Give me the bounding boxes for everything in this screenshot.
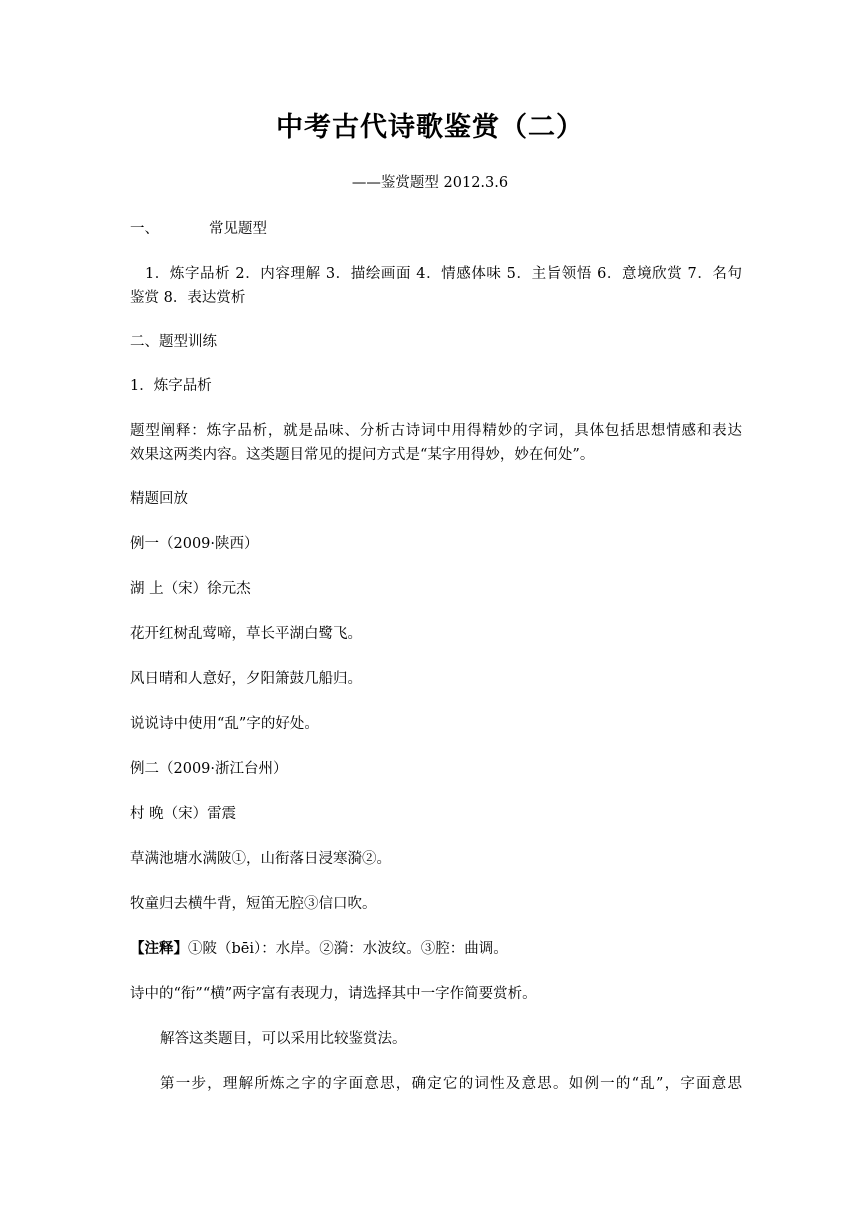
example-1-question: 说说诗中使用“乱”字的好处。 (130, 716, 319, 732)
example-2-poem-line-2: 牧童归去横牛背，短笛无腔③信口吹。 (130, 896, 377, 912)
example-2-poem-title: 村 晚（宋）雷震 (130, 806, 237, 822)
step-1-text: 第一步，理解所炼之字的字面意思，确定它的词性及意思。如例一的“乱”，字面意思 (160, 1076, 742, 1092)
document-title: 中考古代诗歌鉴赏（二） (276, 112, 584, 143)
example-2-note (130, 938, 742, 960)
question-types-line-1: 1．炼字品析 2．内容理解 3．描绘画面 4．情感体味 5．主旨领悟 6．意境欣赏 7．名句 (145, 266, 742, 282)
explanation-line-2: 效果这两类内容。这类题目常见的提问方式是“某字用得妙，妙在何处”。 (130, 447, 595, 463)
example-1-poem-title: 湖 上（宋）徐元杰 (130, 581, 251, 597)
explanation-line-1: 题型阐释：炼字品析，就是品味、分析古诗词中用得精妙的字词，具体包括思想情感和表达 (130, 423, 742, 439)
question-types-line-2: 鉴赏 8．表达赏析 (130, 290, 246, 306)
section-1-number: 一、 (130, 221, 159, 237)
note-text: ①陂（bēi）：水岸。②漪：水波纹。③腔：曲调。 (188, 941, 508, 957)
review-heading: 精题回放 (130, 491, 188, 507)
answer-intro: 解答这类题目，可以采用比较鉴赏法。 (160, 1031, 407, 1047)
example-2-question: 诗中的“衔”“横”两字富有表现力，请选择其中一字作简要赏析。 (130, 986, 537, 1002)
section-1-heading (130, 218, 742, 240)
document-subtitle: ——鉴赏题型 2012.3.6 (351, 175, 509, 191)
note-label: 【注释】 (130, 940, 188, 957)
item-1-heading: 1．炼字品析 (130, 378, 212, 394)
example-2-poem-line-1: 草满池塘水满陂①，山衔落日浸寒漪②。 (130, 851, 391, 867)
example-1-label: 例一（2009·陕西） (130, 536, 259, 552)
section-1-title: 常见题型 (209, 221, 267, 237)
example-1-poem-line-1: 花开红树乱莺啼，草长平湖白鹭飞。 (130, 626, 362, 642)
section-2-heading: 二、题型训练 (130, 334, 217, 350)
example-2-label: 例二（2009·浙江台州） (130, 761, 288, 777)
example-1-poem-line-2: 风日晴和人意好，夕阳箫鼓几船归。 (130, 671, 362, 687)
